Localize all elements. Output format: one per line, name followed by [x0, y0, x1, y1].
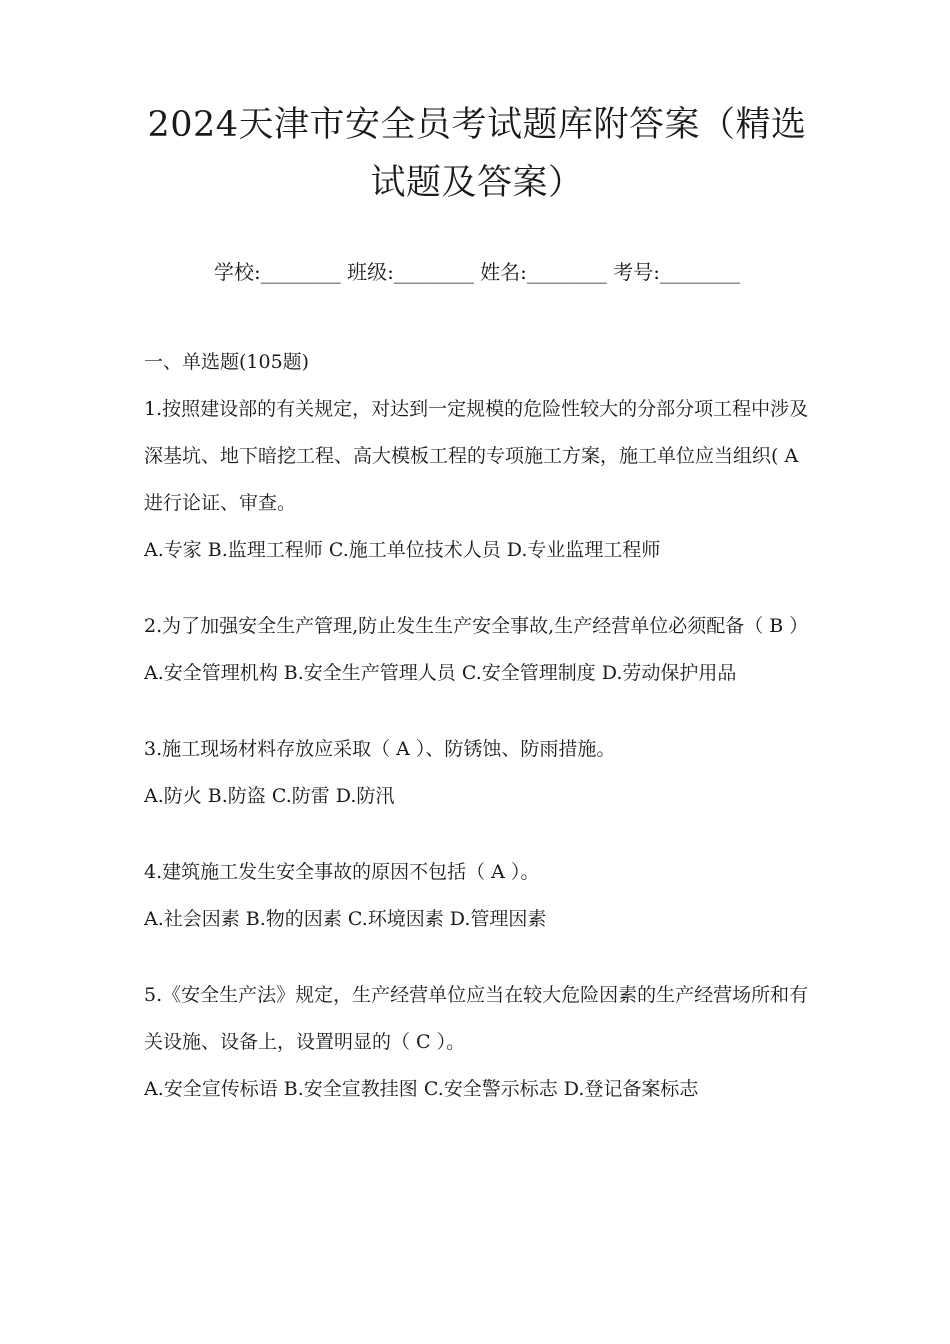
question-options: A.防火 B.防盗 C.防雷 D.防汛	[144, 785, 395, 807]
question-stem: 4.建筑施工发生安全事故的原因不包括（ A ）。	[144, 861, 540, 883]
question-2	[144, 603, 810, 697]
question-options: A.安全管理机构 B.安全生产管理人员 C.安全管理制度 D.劳动保护用品	[144, 662, 737, 684]
question-5	[144, 972, 810, 1113]
question-stem: 3.施工现场材料存放应采取（ A ）、防锈蚀、防雨措施。	[144, 738, 616, 760]
question-options: A.安全宣传标语 B.安全宣教挂图 C.安全警示标志 D.登记备案标志	[144, 1078, 699, 1100]
question-stem: 1.按照建设部的有关规定，对达到一定规模的危险性较大的分部分项工程中涉及深基坑、地下暗挖工程、高大模板工程的专项施工方案，施工单位应当组织( A 进行论证、审查。	[144, 398, 809, 514]
question-1	[144, 386, 810, 574]
question-3	[144, 726, 810, 820]
student-info-line: 学校:________ 班级:________ 姓名:________ 考号:________	[213, 260, 741, 284]
question-4	[144, 849, 810, 943]
question-options: A.社会因素 B.物的因素 C.环境因素 D.管理因素	[144, 908, 547, 930]
question-stem: 5.《安全生产法》规定，生产经营单位应当在较大危险因素的生产经营场所和有关设施、设备上，设置明显的（ C ）。	[144, 984, 809, 1053]
question-stem: 2.为了加强安全生产管理,防止发生生产安全事故,生产经营单位必须配备（ B ）	[144, 615, 809, 637]
section-heading: 一、单选题(105题)	[144, 351, 310, 373]
question-options: A.专家 B.监理工程师 C.施工单位技术人员 D.专业监理工程师	[144, 539, 661, 561]
document-title: 2024天津市安全员考试题库附答案（精选试题及答案）	[147, 105, 807, 203]
